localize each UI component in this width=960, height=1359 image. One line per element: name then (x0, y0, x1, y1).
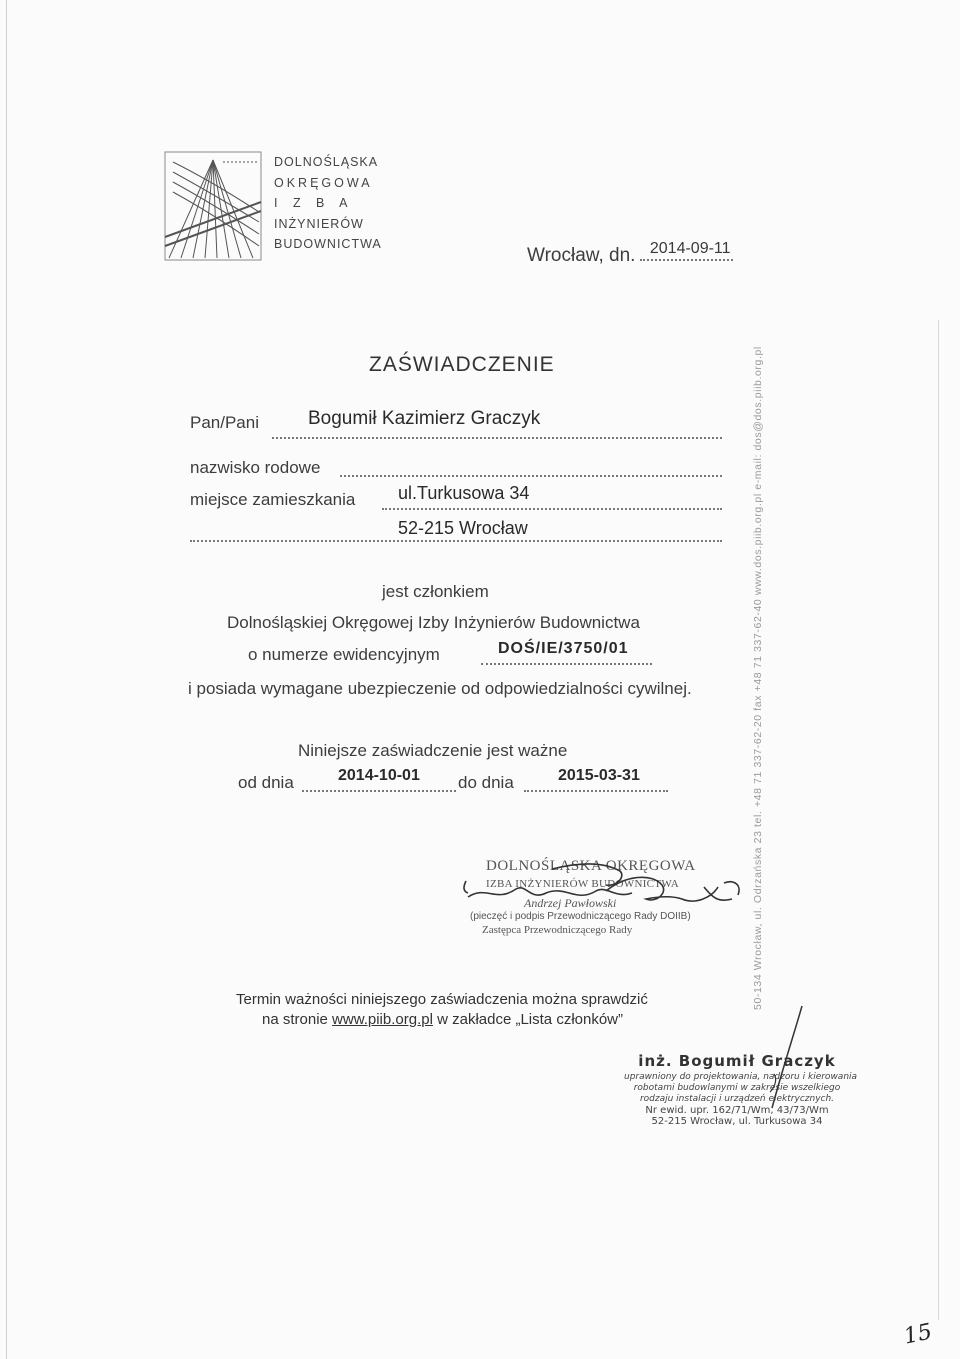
chamber-name (274, 152, 382, 255)
logo-line: OKRĘGOWA (274, 175, 373, 190)
registration-label: o numerze ewidencyjnym (248, 645, 440, 664)
registration-number: DOŚ/IE/3750/01 (498, 640, 629, 657)
validity-row (238, 767, 668, 793)
address-label: miejsce zamieszkania (190, 490, 356, 509)
insurance-line: i posiada wymagane ubezpieczenie od odpowiedzialności cywilnej. (188, 679, 692, 698)
letterhead-contact-sidebar: 50-134 Wrocław, ul. Odrzańska 23 tel. +48 71 337-62-20 fax +48 71 337-62-40 www.dos.piib.org.pl e-mail: dos@dos.piib.org.pl (752, 346, 764, 1010)
name-label: Pan/Pani (190, 413, 259, 432)
stamp-signer: Andrzej Pawłowski (524, 896, 617, 910)
stamp-role: Zastępca Przewodniczącego Rady (482, 924, 633, 936)
verification-suffix: w zakładce „Lista członków” (432, 1011, 624, 1028)
verification-line-1: Termin ważności niniejszego zaświadczenia można sprawdzić (236, 991, 648, 1008)
validity-heading: Niniejsze zaświadczenie jest ważne (298, 741, 568, 760)
address-row (190, 483, 722, 510)
verification-note (236, 990, 648, 1030)
engineer-name: inż. Bogumił Graczyk (638, 1052, 836, 1070)
signature-icon (456, 863, 746, 933)
stamp-line-1: DOLNOŚLĄSKA OKRĘGOWA (486, 858, 696, 874)
page-number-mark: 15 (901, 1319, 935, 1350)
date-value: 2014-09-11 (640, 240, 733, 261)
engineer-stamp-line: uprawniony do projektowania, nadzoru i kierowania (624, 1072, 858, 1082)
engineer-signature-icon (744, 1004, 824, 1114)
registry-link[interactable]: www.piib.org.pl (332, 1011, 433, 1028)
chamber-logo (163, 142, 263, 262)
verification-prefix: na stronie (262, 1011, 333, 1028)
logo-line: I Z B A (274, 196, 354, 210)
engineer-stamp-line: Nr ewid. upr. 162/71/Wm, 43/73/Wm (645, 1105, 829, 1116)
name-value: Bogumił Kazimierz Graczyk (308, 408, 541, 429)
verification-line-2 (236, 1010, 648, 1030)
address-line-1: ul.Turkusowa 34 (398, 483, 530, 503)
page-edge-right (938, 320, 939, 1320)
date-label: Wrocław, dn. (527, 245, 636, 266)
valid-from-label: od dnia (238, 773, 294, 792)
valid-to-label: do dnia (458, 773, 514, 792)
page-edge-left (6, 0, 7, 1359)
logo-line: DOLNOŚLĄSKA (274, 155, 379, 169)
document-title: ZAŚWIADCZENIE (369, 353, 555, 376)
logo-line: BUDOWNICTWA (274, 237, 382, 251)
address-row-2 (190, 520, 722, 544)
official-stamp (464, 858, 744, 938)
engineer-stamp-line: 52-215 Wrocław, ul. Turkusowa 34 (651, 1116, 823, 1127)
membership-line: jest członkiem (382, 582, 489, 601)
valid-from-date: 2014-10-01 (338, 767, 420, 784)
engineer-stamp-line: robotami budowlanymi w zakresie wszelkiego (633, 1083, 841, 1093)
stamp-line-2: IZBA INŻYNIERÓW BUDOWNICTWA (486, 878, 680, 890)
bridge-logo-icon (163, 142, 263, 262)
valid-to-date: 2015-03-31 (558, 767, 640, 784)
address-line-2: 52-215 Wrocław (398, 518, 528, 538)
engineer-stamp-line: rodzaju instalacji i urządzeń elektrycznych. (639, 1094, 835, 1104)
family-name-label: nazwisko rodowe (190, 458, 321, 477)
registration-row (248, 640, 652, 665)
organization-line: Dolnośląskiej Okręgowej Izby Inżynierów Budownictwa (227, 613, 640, 632)
stamp-caption: (pieczęć i podpis Przewodniczącego Rady DOIIB) (470, 911, 691, 922)
engineer-stamp (624, 1052, 858, 1127)
name-row (190, 408, 722, 433)
date-line (527, 240, 733, 267)
family-name-row (190, 458, 722, 478)
logo-line: INŻYNIERÓW (274, 216, 364, 231)
